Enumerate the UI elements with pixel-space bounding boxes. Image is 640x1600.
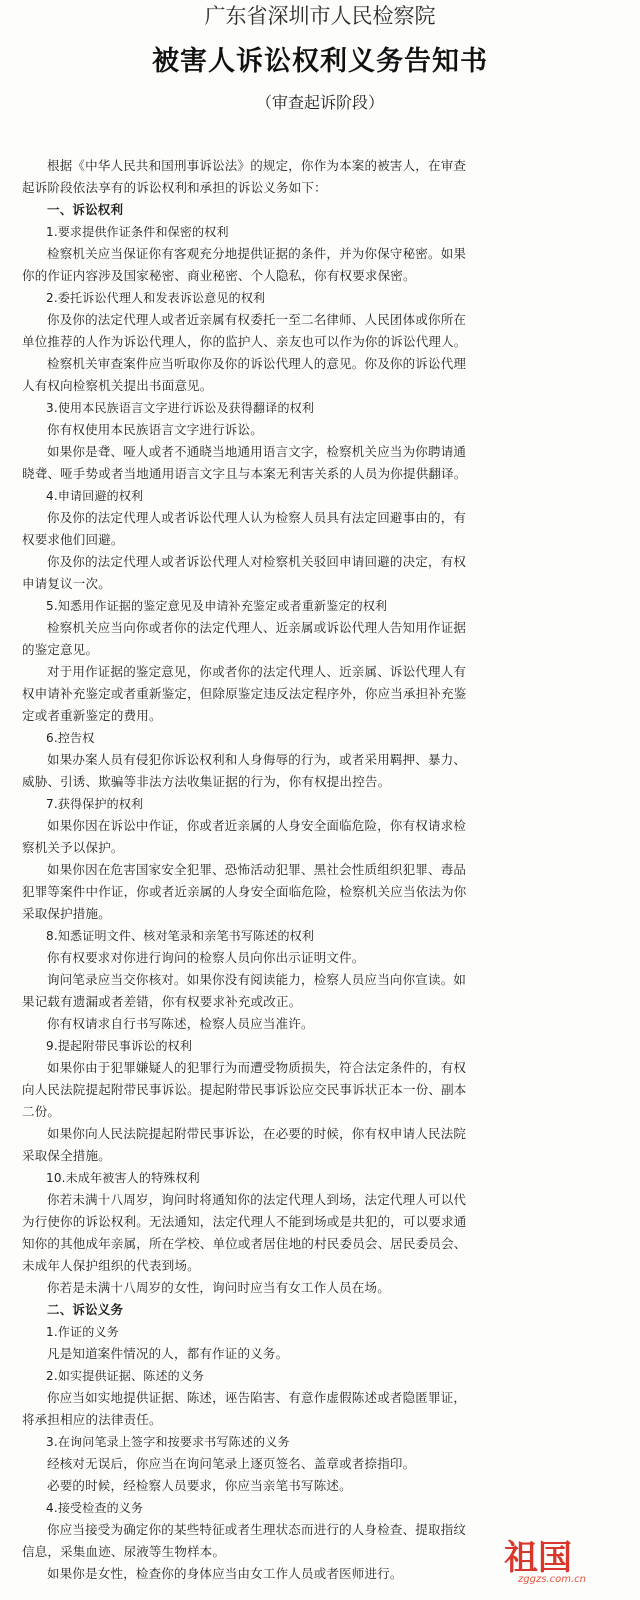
body-line: 的鉴定意见。: [22, 642, 99, 657]
body-line: 你若未满十八周岁，询问时将通知你的法定代理人到场，法定代理人可以代: [47, 1192, 467, 1207]
document-title: 被害人诉讼权利义务告知书: [152, 46, 488, 77]
body-line: 采取保全措施。: [22, 1148, 111, 1163]
watermark-text: 祖国: [504, 1538, 572, 1578]
body-line: 为行使你的诉讼权利。无法通知，法定代理人不能到场或是共犯的，可以要求通: [22, 1214, 467, 1229]
body-line: 凡是知道案件情况的人，都有作证的义务。: [47, 1346, 289, 1361]
body-line: 检察机关审查案件应当听取你及你的诉讼代理人的意见。你及你的诉讼代理: [47, 356, 467, 371]
section-heading: 二、诉讼义务: [47, 1302, 124, 1317]
item-heading: 1.作证的义务: [46, 1325, 119, 1339]
body-line: 知你的其他成年亲属，所在学校、单位或者居住地的村民委员会、居民委员会、: [22, 1236, 467, 1251]
body-line: 根据《中华人民共和国刑事诉讼法》的规定，你作为本案的被害人，在审查: [47, 158, 467, 173]
body-line: 对于用作证据的鉴定意见，你或者你的法定代理人、近亲属、诉讼代理人有: [47, 664, 467, 679]
item-heading: 3.在询问笔录上签字和按要求书写陈述的义务: [46, 1435, 290, 1449]
section-heading: 一、诉讼权利: [47, 202, 124, 217]
body-line: 将承担相应的法律责任。: [22, 1412, 162, 1427]
body-line: 如果你是聋、哑人或者不通晓当地通用语言文字，检察机关应当为你聘请通: [47, 444, 467, 459]
item-heading: 9.提起附带民事诉讼的权利: [46, 1039, 193, 1053]
body-line: 察机关予以保护。: [22, 840, 124, 855]
body-line: 威胁、引诱、欺骗等非法方法收集证据的行为，你有权提出控告。: [22, 774, 391, 789]
body-line: 如果你因在危害国家安全犯罪、恐怖活动犯罪、黑社会性质组织犯罪、毒品: [47, 862, 467, 877]
body-line: 你有权使用本民族语言文字进行诉讼。: [47, 422, 263, 437]
item-heading: 7.获得保护的权利: [46, 797, 144, 811]
body-line: 你有权请求自行书写陈述，检察人员应当准许。: [47, 1016, 314, 1031]
item-heading: 3.使用本民族语言文字进行诉讼及获得翻译的权利: [46, 401, 315, 415]
body-line: 起诉阶段依法享有的诉讼权利和承担的诉讼义务如下：: [22, 180, 327, 195]
item-heading: 1.要求提供作证条件和保密的权利: [46, 225, 229, 239]
body-line: 如果你由于犯罪嫌疑人的犯罪行为而遭受物质损失，符合法定条件的，有权: [47, 1060, 467, 1075]
body-line: 如果你向人民法院提起附带民事诉讼，在必要的时候，你有权申请人民法院: [47, 1126, 467, 1141]
organization-name: 广东省深圳市人民检察院: [204, 4, 436, 28]
item-heading: 2.委托诉讼代理人和发表诉讼意见的权利: [46, 291, 266, 305]
body-line: 检察机关应当保证你有客观充分地提供证据的条件，并为你保守秘密。如果: [47, 246, 467, 261]
body-line: 询问笔录应当交你核对。如果你没有阅读能力，检察人员应当向你宣读。如: [47, 972, 467, 987]
body-line: 你及你的法定代理人或者诉讼代理人认为检察人员具有法定回避事由的，有: [47, 510, 467, 525]
body-line: 你的作证内容涉及国家秘密、商业秘密、个人隐私，你有权要求保密。: [22, 268, 416, 283]
watermark-url: zggzs.com.cn: [518, 1574, 586, 1585]
body-line: 申请复议一次。: [22, 576, 111, 591]
body-line: 权要求他们回避。: [22, 532, 124, 547]
stage-subtitle: （审查起诉阶段）: [255, 93, 384, 112]
body-line: 信息，采集血迹、尿液等生物样本。: [22, 1544, 226, 1559]
body-line: 你及你的法定代理人或者近亲属有权委托一至二名律师、人民团体或你所在: [47, 312, 467, 327]
item-heading: 8.知悉证明文件、核对笔录和亲笔书写陈述的权利: [46, 929, 315, 943]
body-line: 你有权要求对你进行询问的检察人员向你出示证明文件。: [47, 950, 365, 965]
body-line: 经核对无误后，你应当在询问笔录上逐页签名、盖章或者捺指印。: [47, 1456, 416, 1471]
body-line: 你应当如实地提供证据、陈述，诬告陷害、有意作虚假陈述或者隐匿罪证，: [47, 1390, 467, 1405]
watermark-logo: [504, 1538, 622, 1588]
body-line: 人有权向检察机关提出书面意见。: [22, 378, 213, 393]
body-line: 如果你因在诉讼中作证，你或者近亲属的人身安全面临危险，你有权请求检: [47, 818, 467, 833]
body-line: 采取保护措施。: [22, 906, 111, 921]
item-heading: 10.未成年被害人的特殊权利: [46, 1171, 200, 1185]
body-line: 向人民法院提起附带民事诉讼。提起附带民事诉讼应交民事诉状正本一份、副本: [22, 1082, 467, 1097]
body-line: 果记载有遗漏或者差错，你有权要求补充或改正。: [22, 994, 302, 1009]
item-heading: 4.接受检查的义务: [46, 1501, 144, 1515]
item-heading: 2.如实提供证据、陈述的义务: [46, 1369, 205, 1383]
document-body: [22, 155, 588, 1585]
body-line: 如果你是女性，检查你的身体应当由女工作人员或者医师进行。: [47, 1566, 403, 1581]
body-line: 定或者重新鉴定的费用。: [22, 708, 162, 723]
body-line: 二份。: [22, 1104, 61, 1119]
body-line: 你及你的法定代理人或者诉讼代理人对检察机关驳回申请回避的决定，有权: [47, 554, 467, 569]
body-line: 单位推荐的人作为诉讼代理人，你的监护人、亲友也可以作为你的诉讼代理人。: [22, 334, 467, 349]
body-line: 必要的时候，经检察人员要求，你应当亲笔书写陈述。: [47, 1478, 352, 1493]
body-line: 犯罪等案件中作证，你或者近亲属的人身安全面临危险，检察机关应当依法为你: [22, 884, 467, 899]
item-heading: 5.知悉用作证据的鉴定意见及申请补充鉴定或者重新鉴定的权利: [46, 599, 388, 613]
body-line: 你若是未满十八周岁的女性，询问时应当有女工作人员在场。: [47, 1280, 390, 1295]
body-line: 晓聋、哑手势或者当地通用语言文字且与本案无利害关系的人员为你提供翻译。: [22, 466, 467, 481]
body-line: 检察机关应当向你或者你的法定代理人、近亲属或诉讼代理人告知用作证据: [47, 620, 467, 635]
body-line: 你应当接受为确定你的某些特征或者生理状态而进行的人身检查、提取指纹: [47, 1522, 467, 1537]
body-line: 未成年人保护组织的代表到场。: [22, 1258, 200, 1273]
body-line: 如果办案人员有侵犯你诉讼权利和人身侮辱的行为，或者采用羁押、暴力、: [47, 752, 467, 767]
body-line: 权申请补充鉴定或者重新鉴定，但除原鉴定违反法定程序外，你应当承担补充鉴: [22, 686, 467, 701]
item-heading: 4.申请回避的权利: [46, 489, 144, 503]
item-heading: 6.控告权: [46, 731, 95, 745]
